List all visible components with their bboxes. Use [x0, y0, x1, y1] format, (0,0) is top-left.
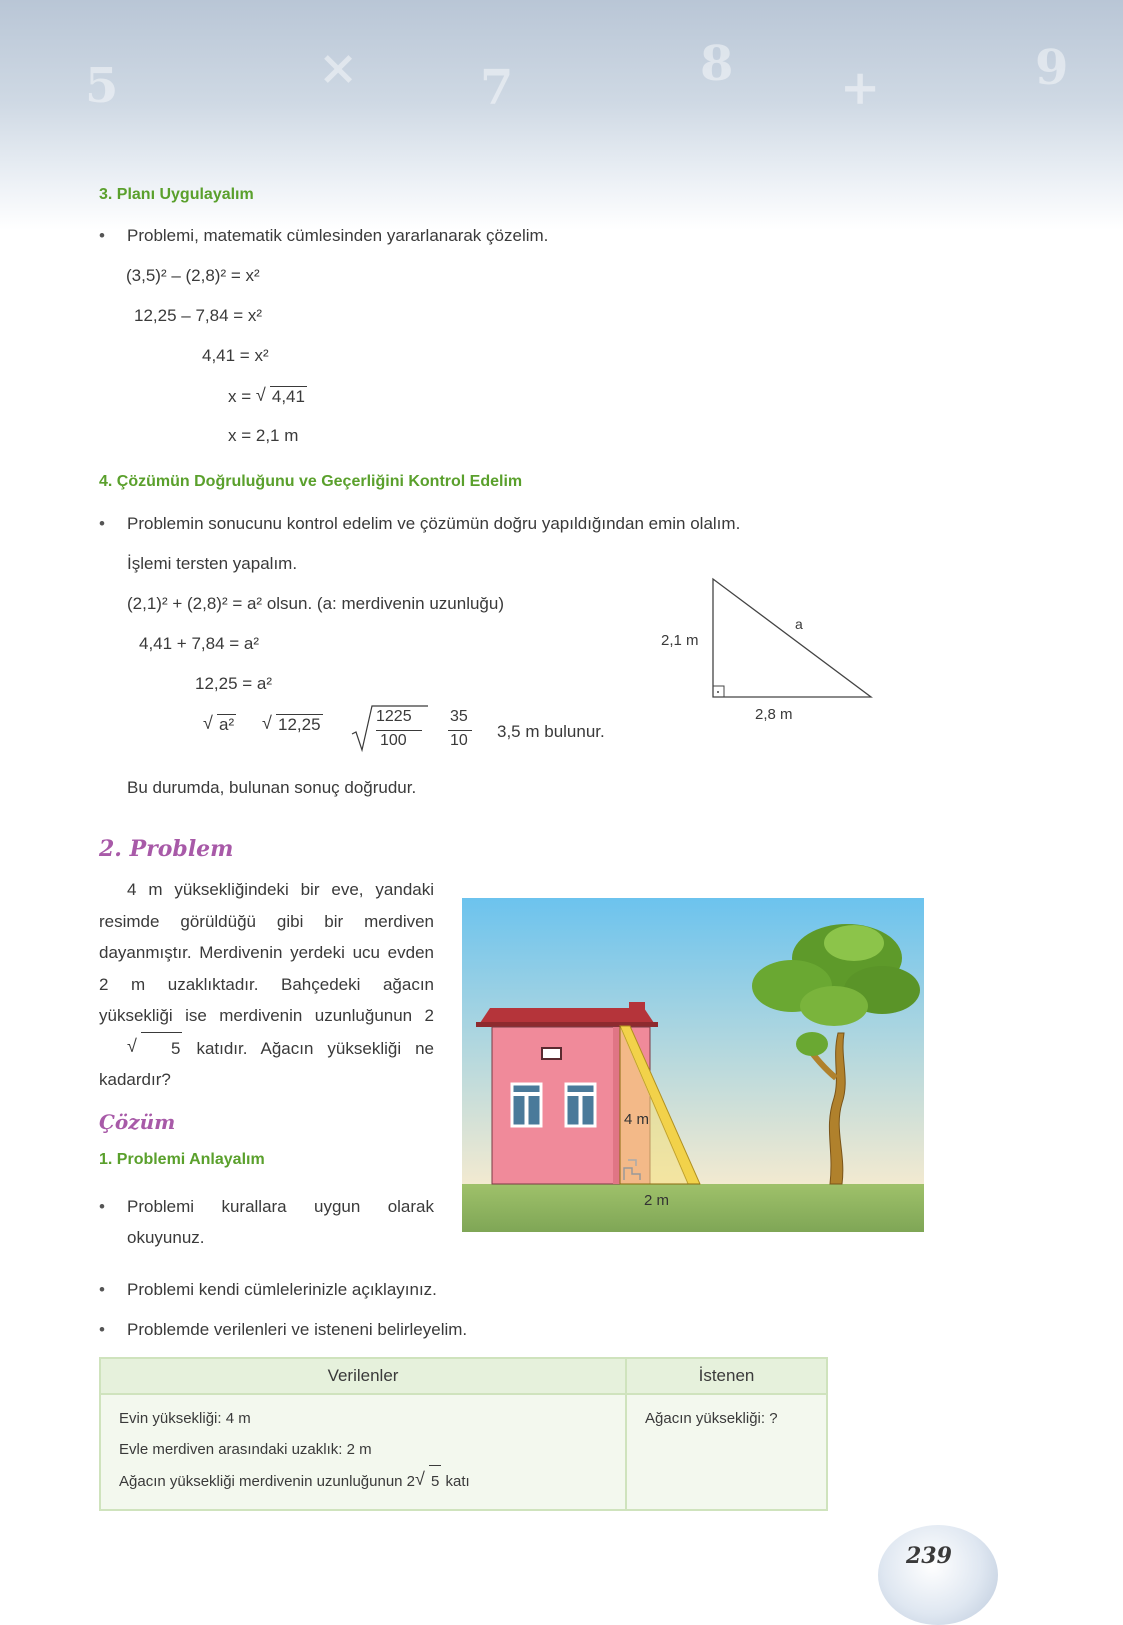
step3-line-2: 12,25 – 7,84 = x² [134, 306, 263, 325]
sqrt-symbol [415, 1465, 441, 1497]
given-wanted-table [99, 1357, 828, 1511]
solution-step1-heading: 1. Problemi Anlayalım [99, 1151, 265, 1168]
sqrt-symbol [203, 714, 236, 735]
solution-bullet-1: • Problemi kurallara uygun olarak okuyunuz. [127, 1191, 434, 1253]
table-cell-given [100, 1394, 626, 1510]
fraction-denominator: 10 [450, 732, 468, 749]
solution-bullet-3: • Problemde verilenleri ve isteneni belirleyelim. [127, 1320, 467, 1340]
solution-bullet-2: • Problemi kendi cümlelerinizle açıklayınız. [127, 1280, 437, 1300]
step4-line-3: 4,41 + 7,84 = a² [139, 634, 260, 653]
radicand: 12,25 [278, 715, 321, 734]
page-number-badge [878, 1525, 998, 1625]
sqrt-symbol [99, 1032, 182, 1065]
table-header-row [100, 1358, 827, 1394]
fraction-bar [376, 730, 422, 731]
illustration-distance-label: 2 m [644, 1192, 670, 1209]
step3-line-5: x = 2,1 m [228, 426, 299, 445]
step4-line-2: (2,1)² + (2,8)² = a² olsun. (a: merdivenin uzunluğu) [127, 594, 505, 613]
triangle-height-label: 2,1 m [661, 632, 699, 649]
step4-line-1: İşlemi tersten yapalım. [127, 554, 298, 573]
step4-bullet: • Problemin sonucunu kontrol edelim ve çözümün doğru yapıldığından emin olalım. [127, 514, 740, 534]
window-right [566, 1084, 595, 1126]
watermark-digit: 8 [700, 36, 734, 92]
step3-x-equals: x = [228, 387, 256, 406]
given-item-text: Ağacın yüksekliği merdivenin uzunluğunun 2 [119, 1473, 416, 1490]
radicand: 5 [141, 1032, 182, 1065]
radicand: 5 [429, 1465, 441, 1497]
page-number: 239 [906, 1543, 952, 1569]
right-angle-dot [717, 691, 719, 693]
step3-line-3: 4,41 = x² [202, 346, 269, 365]
step4-sqrt-fraction [350, 704, 430, 754]
sqrt-symbol [262, 714, 323, 735]
fraction-numerator: 1225 [376, 708, 412, 725]
sqrt-symbol [256, 386, 307, 407]
fraction-numerator: 35 [450, 708, 468, 725]
watermark-digit: 5 [85, 58, 119, 114]
triangle-shape [713, 579, 871, 697]
table-header-wanted: İstenen [626, 1358, 827, 1394]
step4-sqrt-1225 [262, 714, 323, 735]
step3-heading: 3. Planı Uygulayalım [99, 186, 254, 203]
wanted-item: Ağacın yüksekliği: ? [645, 1410, 778, 1427]
table-header-given: Verilenler [100, 1358, 626, 1394]
given-item: Evle merdiven arasındaki uzaklık: 2 m [119, 1441, 372, 1458]
fraction-bar [448, 730, 472, 731]
given-item-suffix: katı [445, 1473, 470, 1490]
step4-result: 3,5 m bulunur. [497, 722, 605, 741]
problem2-text-before: 4 m yüksekliğindeki bir eve, yandaki resimde görüldüğü gibi bir merdiven dayanmıştır. Merdivenin yerdeki ucu evden 2 m uzaklıktadır. Bahçedeki ağacın yüksekliği ise merdivenin uzunluğunun 2 [99, 880, 434, 1025]
step4-sqrt-a2 [203, 714, 236, 735]
step4-conclusion: Bu durumda, bulunan sonuç doğrudur. [127, 778, 417, 797]
problem2-heading: 2. Problem [99, 836, 234, 862]
step3-sqrt-value: 4,41 [271, 387, 305, 406]
step3-line-1: (3,5)² – (2,8)² = x² [126, 266, 260, 285]
step4-heading: 4. Çözümün Doğruluğunu ve Geçerliğini Kontrol Edelim [99, 473, 523, 490]
small-window [542, 1048, 561, 1059]
triangle-hypotenuse-label: a [795, 616, 803, 632]
watermark-digit: 7 [480, 60, 514, 116]
problem2-text-after: katıdır. Ağacın yüksekliği ne kadardır? [99, 1038, 434, 1089]
solution-heading: Çözüm [99, 1110, 176, 1134]
roof [480, 1008, 654, 1023]
fraction-denominator: 100 [380, 732, 407, 749]
problem2-text [99, 874, 434, 1096]
ground [462, 1184, 924, 1232]
right-triangle-diagram [655, 575, 885, 735]
step3-line-4 [228, 386, 307, 407]
step3-bullet: • Problemi, matematik cümlesinden yararlanarak çözelim. [127, 226, 548, 246]
radicand: a² [219, 715, 235, 734]
watermark-symbol: + [840, 60, 881, 116]
watermark-symbol: × [318, 40, 359, 96]
window-left [512, 1084, 541, 1126]
given-item: Evin yüksekliği: 4 m [119, 1410, 251, 1427]
triangle-base-label: 2,8 m [755, 706, 793, 723]
house-ladder-tree-illustration [462, 898, 924, 1232]
table-row [100, 1394, 827, 1510]
step4-fraction [446, 704, 476, 754]
step4-line-4: 12,25 = a² [195, 674, 273, 693]
given-item [119, 1465, 609, 1497]
watermark-digit: 9 [1035, 40, 1069, 96]
table-cell-wanted [626, 1394, 827, 1510]
illustration-height-label: 4 m [624, 1111, 650, 1128]
